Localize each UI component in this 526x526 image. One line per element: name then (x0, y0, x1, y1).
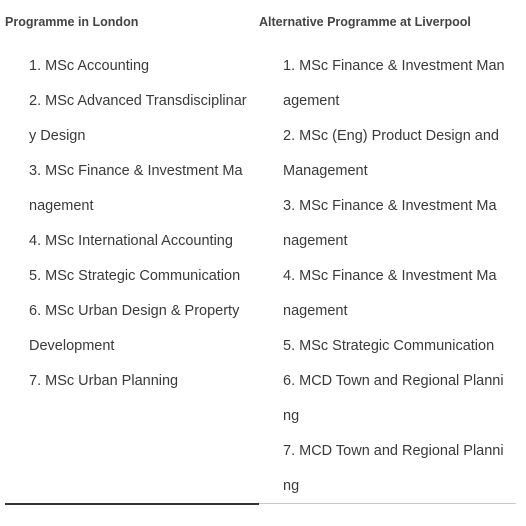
liverpool-programme-list (283, 49, 517, 504)
list-item-line: 4. MSc Finance & Investment Ma (283, 268, 497, 284)
list-item-line: 5. MSc Strategic Communication (283, 338, 495, 354)
list-item (29, 154, 261, 224)
list-item (29, 49, 261, 84)
list-item-line: Management (283, 163, 368, 179)
list-item-line: 1. MSc Accounting (29, 58, 150, 74)
list-item (283, 49, 517, 119)
list-item-line: nagement (29, 198, 94, 214)
list-item (29, 364, 261, 399)
list-item-line: 7. MCD Town and Regional Planni (283, 443, 504, 459)
list-item (283, 329, 517, 364)
list-item-line: nagement (283, 303, 348, 319)
list-item-line: nagement (283, 233, 348, 249)
list-item (283, 364, 517, 434)
list-item-line: 3. MSc Finance & Investment Ma (29, 163, 243, 179)
list-item-line: 5. MSc Strategic Communication (29, 268, 241, 284)
list-item-line: y Design (29, 128, 86, 144)
list-item (29, 84, 261, 154)
list-item (283, 259, 517, 329)
list-item-line: ng (283, 478, 300, 494)
list-item-line: 6. MCD Town and Regional Planni (283, 373, 504, 389)
list-item-line: agement (283, 93, 340, 109)
list-item-line: Development (29, 338, 115, 354)
header-programme-in-london: Programme in London (5, 15, 139, 29)
list-item-line: 3. MSc Finance & Investment Ma (283, 198, 497, 214)
table-bottom-border-right (259, 503, 516, 504)
header-alternative-programme-liverpool: Alternative Programme at Liverpool (259, 15, 471, 29)
list-item-line: ng (283, 408, 300, 424)
table-bottom-border-left (5, 503, 259, 505)
list-item-line: 2. MSc (Eng) Product Design and (283, 128, 499, 144)
list-item (29, 259, 261, 294)
list-item (29, 294, 261, 364)
list-item (29, 224, 261, 259)
list-item (283, 434, 517, 504)
list-item-line: 7. MSc Urban Planning (29, 373, 179, 389)
list-item-line: 1. MSc Finance & Investment Man (283, 58, 505, 74)
list-item-line: 2. MSc Advanced Transdisciplinar (29, 93, 247, 109)
list-item-line: 4. MSc International Accounting (29, 233, 233, 249)
list-item (283, 119, 517, 189)
london-programme-list (29, 49, 261, 399)
list-item-line: 6. MSc Urban Design & Property (29, 303, 240, 319)
list-item (283, 189, 517, 259)
